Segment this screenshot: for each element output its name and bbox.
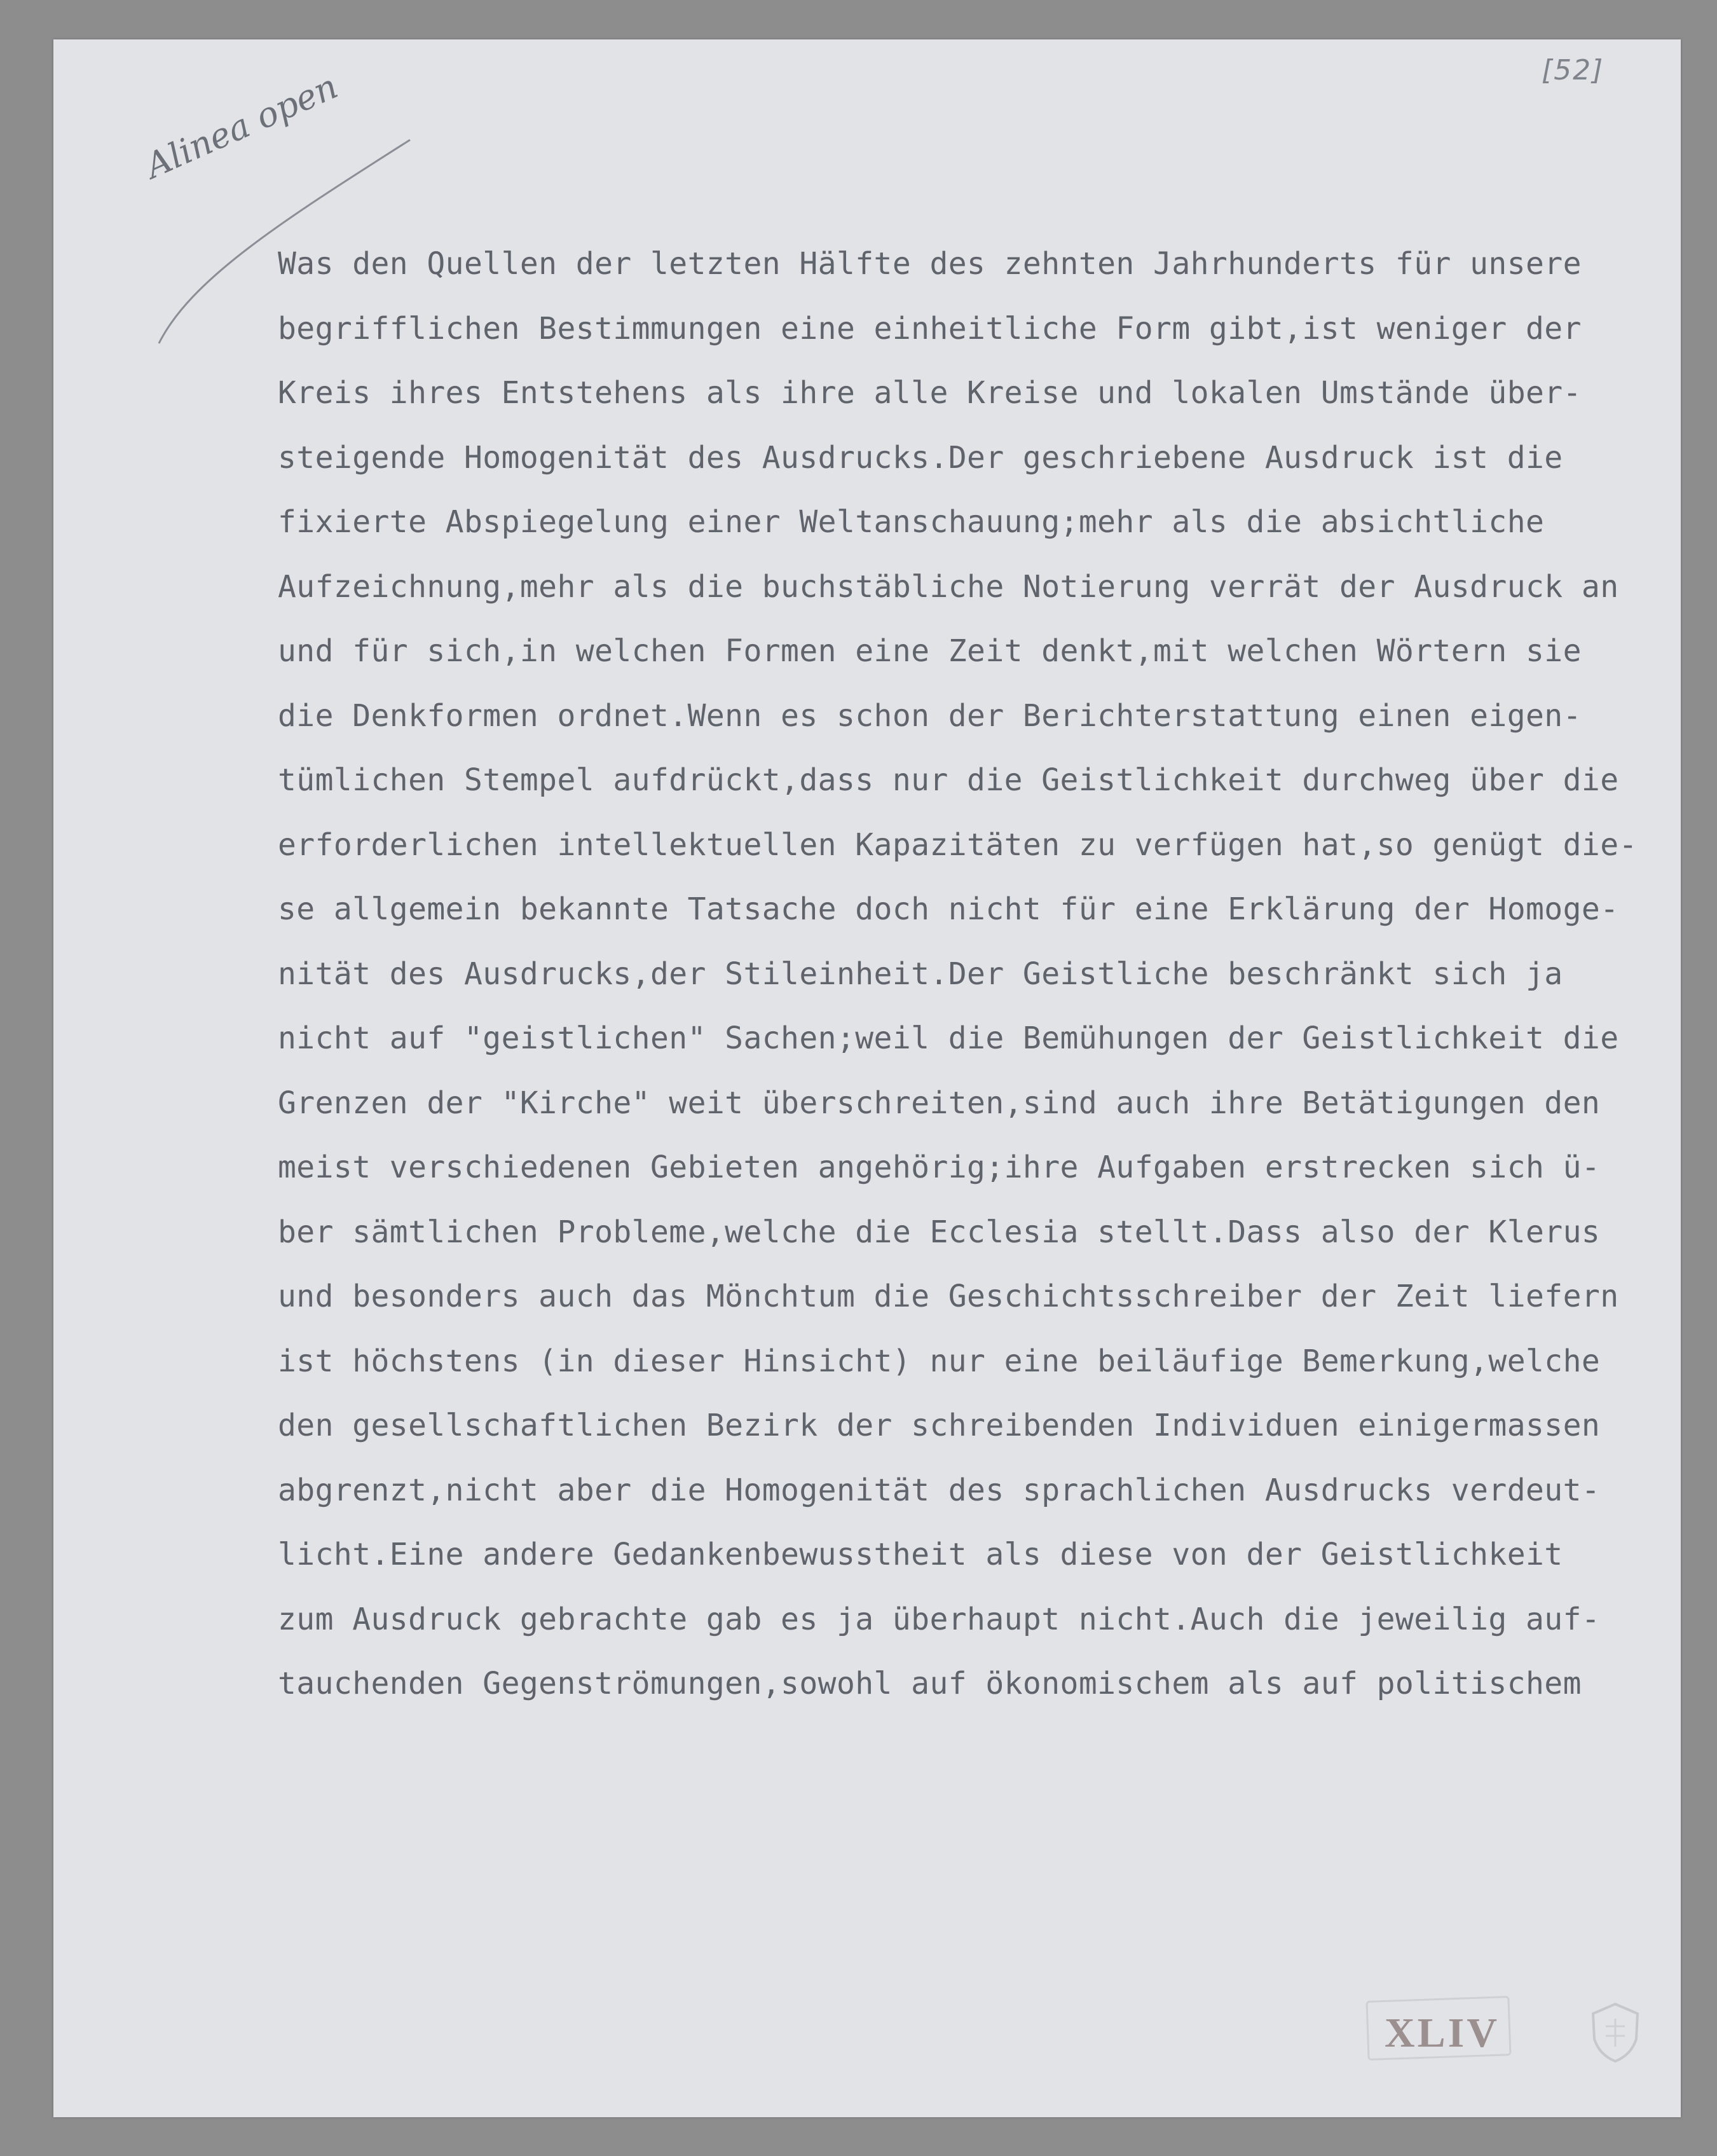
text-line: Grenzen der "Kirche" weit überschreiten,sind auch ihre Betätigungen den: [278, 1085, 1601, 1121]
text-line: fixierte Abspiegelung einer Weltanschauung;mehr als die absichtliche: [278, 504, 1545, 540]
text-line: Aufzeichnung,mehr als die buchstäbliche Notierung verrät der Ausdruck an: [278, 568, 1619, 605]
archive-mark: XLIV: [1385, 2010, 1500, 2056]
text-line: Was den Quellen der letzten Hälfte des zehnten Jahrhunderts für unsere: [278, 246, 1582, 282]
text-line: die Denkformen ordnet.Wenn es schon der Berichterstattung einen eigen-: [278, 697, 1582, 734]
text-line: und besonders auch das Mönchtum die Geschichtsschreiber der Zeit liefern: [278, 1279, 1619, 1314]
text-line: erforderlichen intellektuellen Kapazitäten zu verfügen hat,so genügt die-: [278, 827, 1638, 863]
text-line: abgrenzt,nicht aber die Homogenität des sprachlichen Ausdrucks verdeut-: [278, 1472, 1601, 1508]
text-line: den gesellschaftlichen Bezirk der schreibenden Individuen einigermassen: [278, 1408, 1601, 1443]
text-line: ist höchstens (in dieser Hinsicht) nur eine beiläufige Bemerkung,welche: [278, 1343, 1601, 1379]
text-line: Kreis ihres Entstehens als ihre alle Kreise und lokalen Umstände über-: [278, 375, 1582, 411]
page-number: [52]: [1542, 54, 1604, 86]
marginal-note: Alinea open: [139, 65, 344, 186]
text-line: nicht auf "geistlichen" Sachen;weil die Bemühungen der Geistlichkeit die: [278, 1020, 1619, 1056]
text-line: tümlichen Stempel aufdrückt,dass nur die Geistlichkeit durchweg über die: [278, 762, 1619, 798]
text-line: begrifflichen Bestimmungen eine einheitliche Form gibt,ist weniger der: [278, 310, 1582, 347]
text-line: und für sich,in welchen Formen eine Zeit denkt,mit welchen Wörtern sie: [278, 633, 1582, 669]
library-seal-icon: [1587, 2001, 1644, 2064]
text-line: meist verschiedenen Gebieten angehörig;ihre Aufgaben erstrecken sich ü-: [278, 1150, 1601, 1185]
text-line: ber sämtlichen Probleme,welche die Ecclesia stellt.Dass also der Klerus: [278, 1214, 1601, 1250]
text-line: se allgemein bekannte Tatsache doch nicht für eine Erklärung der Homoge-: [278, 891, 1619, 927]
text-line: steigende Homogenität des Ausdrucks.Der geschriebene Ausdruck ist die: [278, 439, 1563, 476]
text-line: licht.Eine andere Gedankenbewusstheit als diese von der Geistlichkeit: [278, 1537, 1563, 1572]
text-line: nität des Ausdrucks,der Stileinheit.Der Geistliche beschränkt sich ja: [278, 956, 1563, 992]
text-line: tauchenden Gegenströmungen,sowohl auf ökonomischem als auf politischem: [278, 1666, 1582, 1701]
typescript-body: [278, 232, 1676, 1717]
text-line: zum Ausdruck gebrachte gab es ja überhaupt nicht.Auch die jeweilig auf-: [278, 1601, 1601, 1637]
